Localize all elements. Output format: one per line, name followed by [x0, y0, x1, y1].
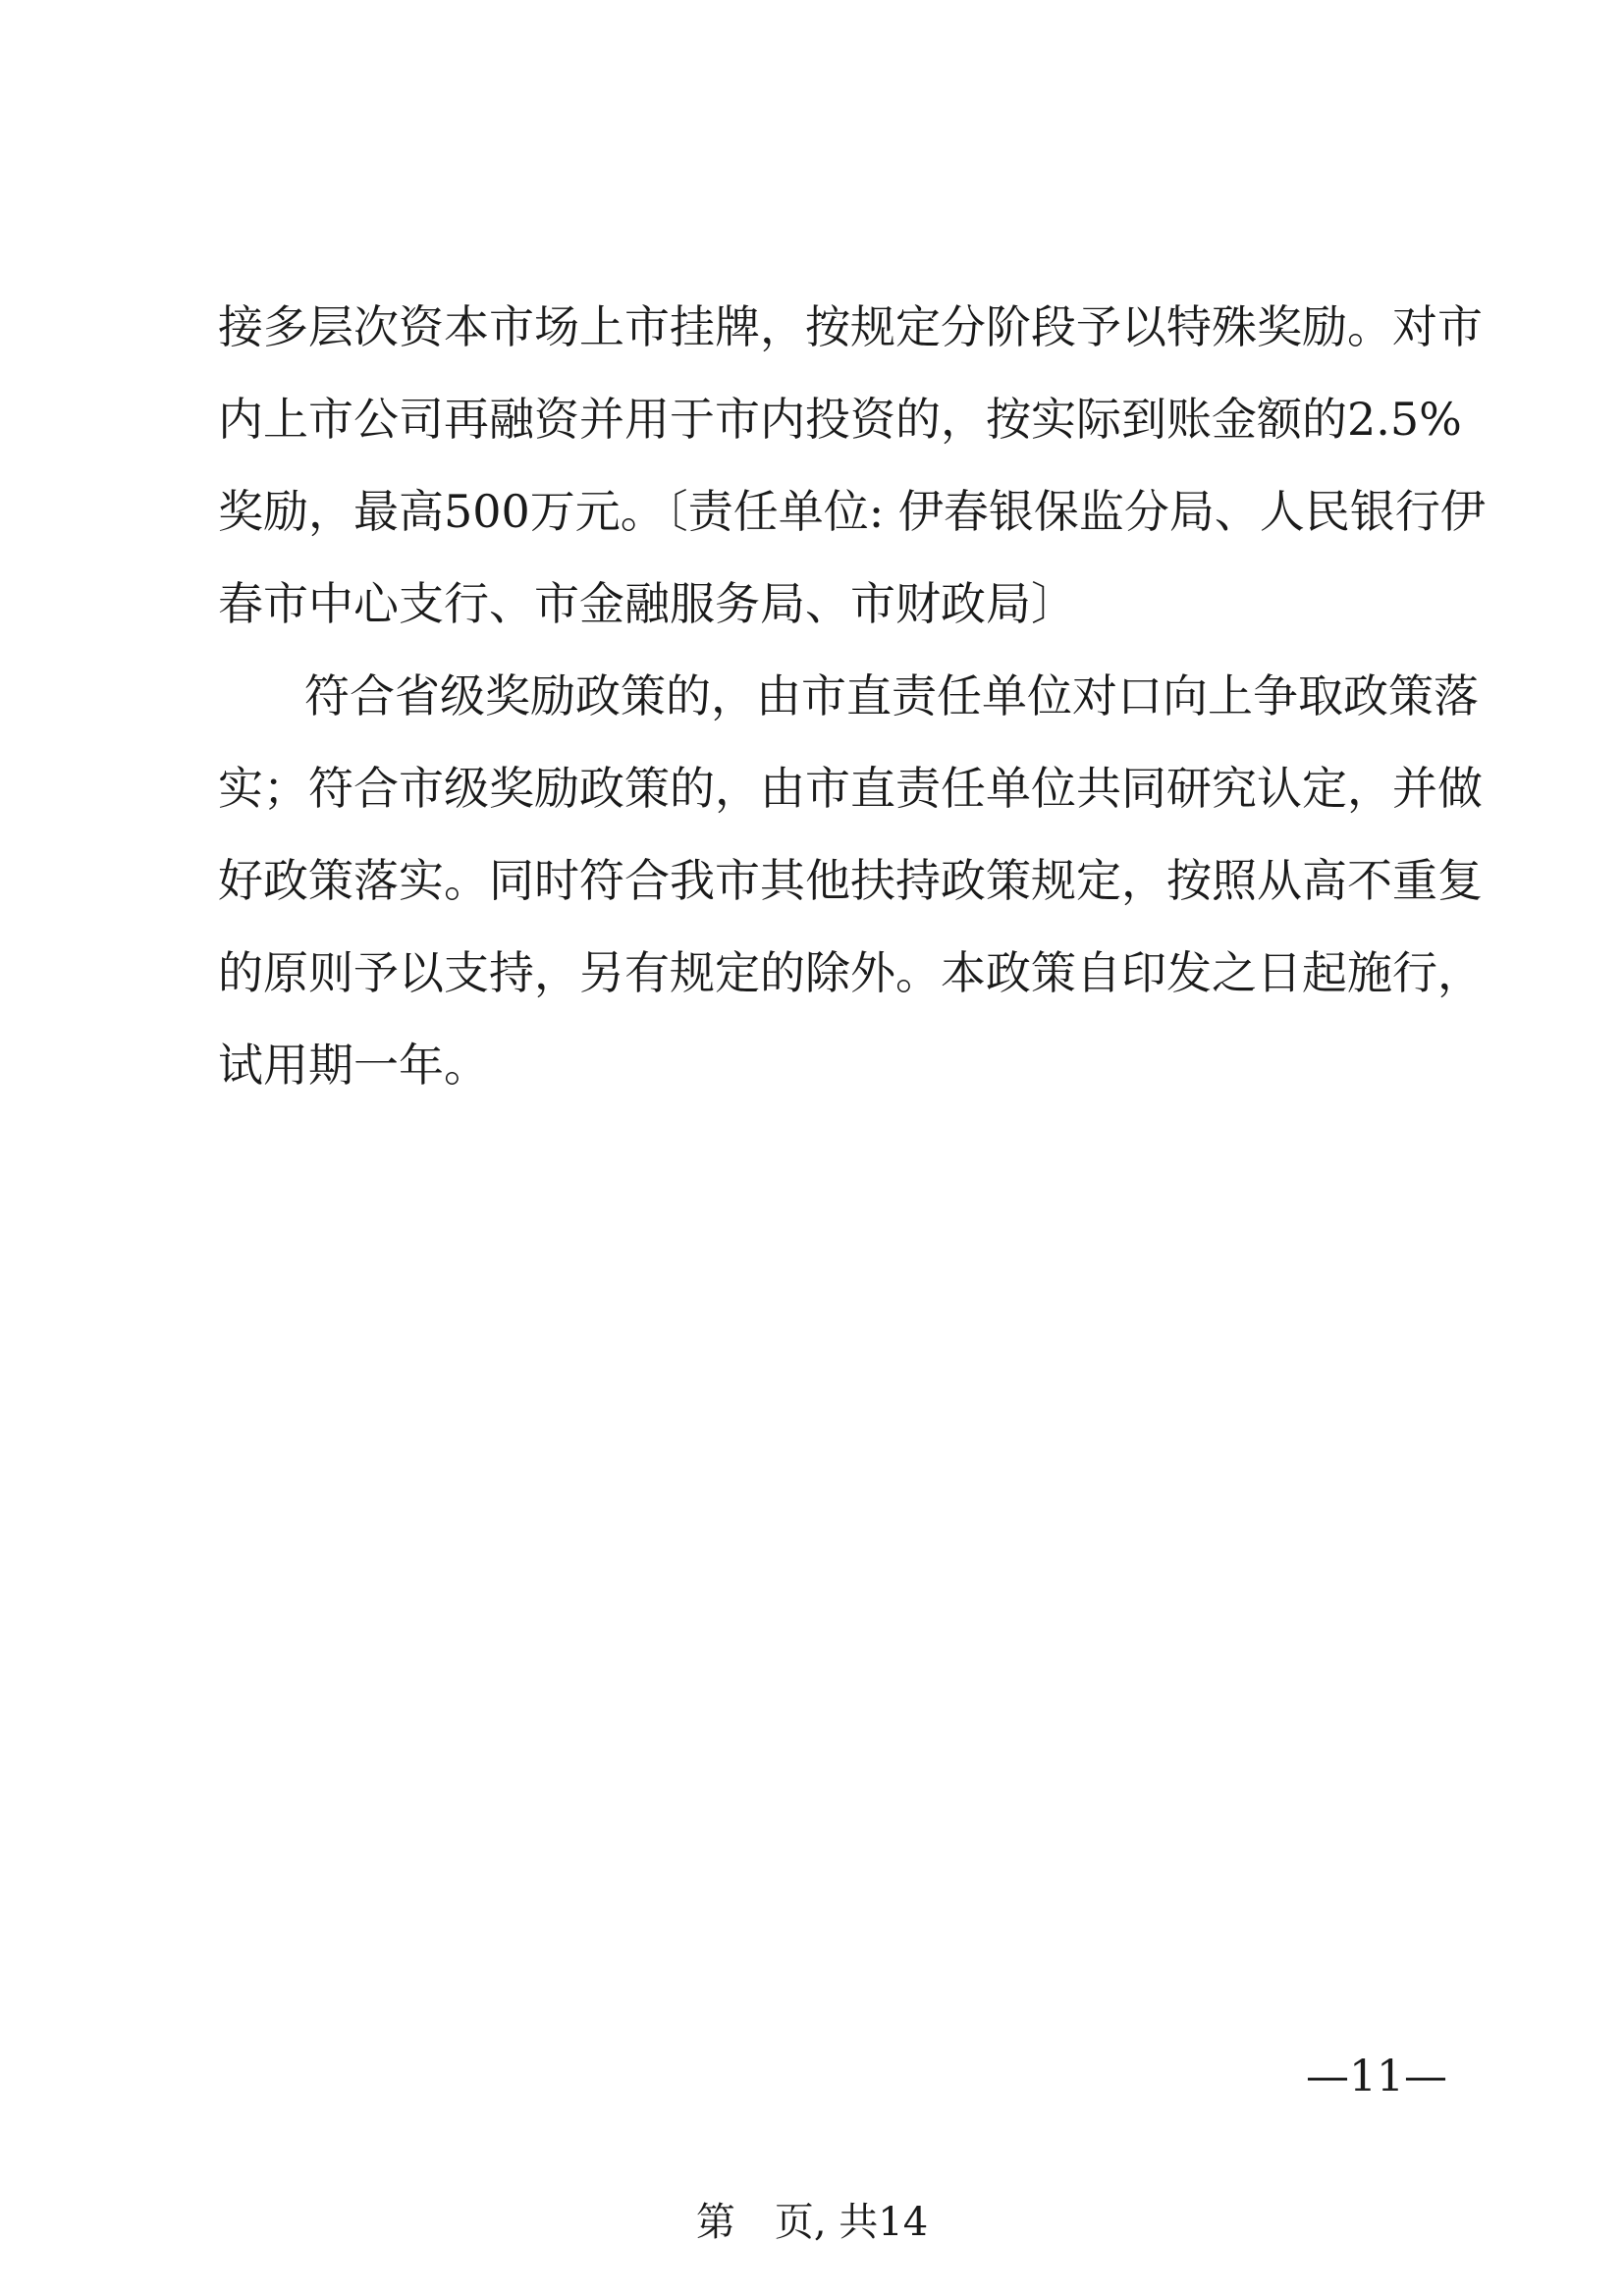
paragraph-2-line-3: 好政策落实。同时符合我市其他扶持政策规定，按照从高不重复 [218, 854, 1483, 907]
paragraph-2-line-4: 的原则予以支持，另有规定的除外。本政策自印发之日起施行， [218, 946, 1483, 999]
paragraph-1-line-2: 内上市公司再融资并用于市内投资的，按实际到账金额的2.5% [218, 393, 1462, 446]
page-number: —11— [1306, 2052, 1447, 2102]
document-body [218, 300, 1486, 1135]
paragraph-2-line-5: 试用期一年。 [218, 1039, 489, 1092]
paragraph-2-line-2: 实；符合市级奖励政策的，由市直责任单位共同研究认定，并做 [218, 762, 1483, 815]
paragraph-1-line-1: 接多层次资本市场上市挂牌，按规定分阶段予以特殊奖励。对市 [218, 300, 1483, 353]
paragraph-1-line-4: 春市中心支行、市金融服务局、市财政局〕 [218, 577, 1076, 630]
paragraph-2-line-1: 符合省级奖励政策的，由市直责任单位对口向上争取政策落 [304, 669, 1479, 722]
page-footer: 第 页, 共14 [695, 2200, 929, 2245]
paragraph-1-line-3: 奖励，最高500万元。〔责任单位: 伊春银保监分局、人民银行伊 [218, 485, 1486, 538]
